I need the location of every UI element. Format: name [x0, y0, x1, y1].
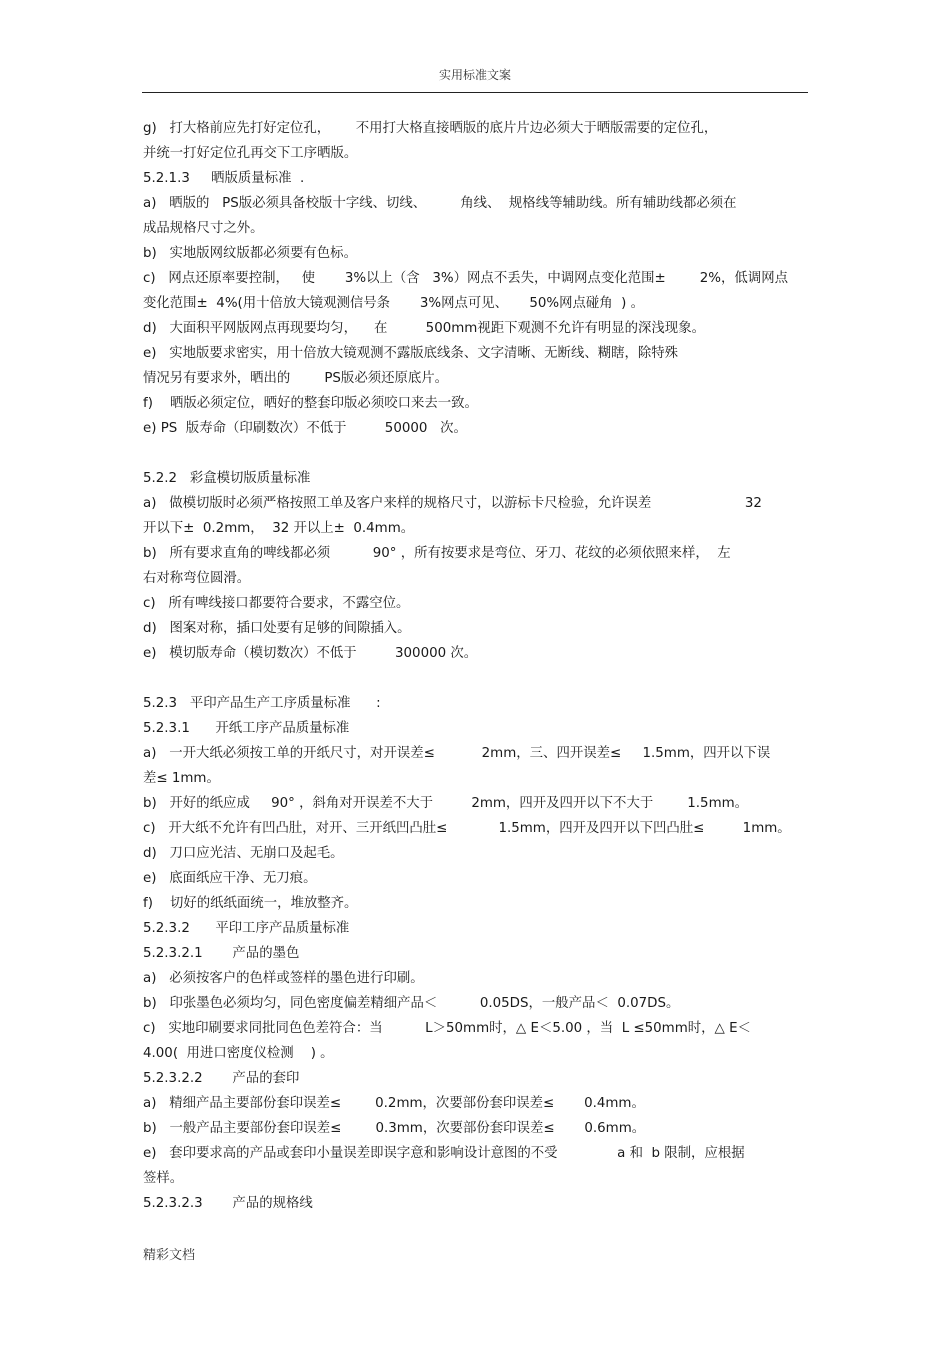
- text-line: c) 所有啤线接口都要符合要求，不露空位。: [143, 596, 410, 611]
- text-line: 5.2.3.2 平印工序产品质量标准: [143, 921, 350, 936]
- text-line: b) 实地版网纹版都必须要有色标。: [143, 246, 357, 261]
- text-line: a) 做模切版时必须严格按照工单及客户来样的规格尺寸，以游标卡尺检验，允许误差 32: [143, 496, 762, 511]
- text-line: d) 图案对称，插口处要有足够的间隙插入。: [143, 621, 411, 636]
- text-line: e) 底面纸应干净、无刀痕。: [143, 871, 317, 886]
- text-line: 变化范围± 4%(用十倍放大镜观测信号条 3%网点可见、 50%网点碰角 ) 。: [143, 296, 645, 311]
- text-line: b) 一般产品主要部份套印误差≤ 0.3mm，次要部份套印误差≤ 0.6mm。: [143, 1121, 646, 1136]
- document-body: [143, 116, 809, 1216]
- text-line: 并统一打好定位孔再交下工序晒版。: [143, 146, 358, 161]
- text-line: g) 打大格前应先打好定位孔， 不用打大格直接晒版的底片片边必须大于晒版需要的定位孔，: [143, 121, 718, 136]
- text-line: 4.00( 用进口密度仪检测 ) 。: [143, 1046, 334, 1061]
- page-header: [142, 62, 808, 93]
- text-line: c) 网点还原率要控制， 使 3%以上（含 3%）网点不丢失，中调网点变化范围± 2%，低调网点: [143, 271, 788, 286]
- text-line: 5.2.3.1 开纸工序产品质量标准: [143, 721, 350, 736]
- page-footer: 精彩文档: [143, 1248, 196, 1263]
- text-line: 5.2.1.3 晒版质量标准 .: [143, 171, 305, 186]
- text-line: 5.2.3.2.2 产品的套印: [143, 1071, 300, 1086]
- text-line: 右对称弯位圆滑。: [143, 571, 251, 586]
- text-line: a) 一开大纸必须按工单的开纸尺寸，对开误差≤ 2mm，三、四开误差≤ 1.5mm，四开以下误: [143, 746, 771, 761]
- text-line: a) 精细产品主要部份套印误差≤ 0.2mm，次要部份套印误差≤ 0.4mm。: [143, 1096, 645, 1111]
- text-line: c) 实地印刷要求同批同色色差符合：当 L＞50mm时，△ E＜5.00 ，当 L ≤50mm时，△ E＜: [143, 1021, 751, 1036]
- text-line: b) 印张墨色必须均匀，同色密度偏差精细产品＜ 0.05DS，一般产品＜ 0.07DS。: [143, 996, 680, 1011]
- text-line: a) 晒版的 PS版必须具备校版十字线、切线、 角线、 规格线等辅助线。所有辅助线都必须在: [143, 196, 737, 211]
- text-line: d) 刀口应光洁、无崩口及起毛。: [143, 846, 344, 861]
- text-line: 开以下± 0.2mm， 32 开以上± 0.4mm。: [143, 521, 415, 536]
- text-line: 5.2.3.2.1 产品的墨色: [143, 946, 300, 961]
- text-line: 5.2.3.2.3 产品的规格线: [143, 1196, 313, 1211]
- page-header-title: 实用标准文案: [438, 68, 511, 82]
- text-line: c) 开大纸不允许有凹凸肚，对开、三开纸凹凸肚≤ 1.5mm，四开及四开以下凹凸肚≤ 1mm。: [143, 821, 791, 836]
- text-line: a) 必须按客户的色样或签样的墨色进行印刷。: [143, 971, 424, 986]
- blank-line: [143, 666, 809, 691]
- blank-line: [143, 441, 809, 466]
- text-line: 差≤ 1mm。: [143, 771, 220, 786]
- text-line: 情况另有要求外，晒出的 PS版必须还原底片。: [143, 371, 449, 386]
- text-line: b) 所有要求直角的啤线都必须 90° ，所有按要求是弯位、牙刀、花纹的必须依照来样， 左: [143, 546, 731, 561]
- text-line: f) 晒版必须定位，晒好的整套印版必须咬口来去一致。: [143, 396, 478, 411]
- text-line: d) 大面积平网版网点再现要均匀， 在 500mm视距下观测不允许有明显的深浅现象。: [143, 321, 705, 336]
- text-line: 成品规格尺寸之外。: [143, 221, 264, 236]
- text-line: 5.2.2 彩盒模切版质量标准: [143, 471, 311, 486]
- text-line: 签样。: [143, 1171, 184, 1186]
- text-line: b) 开好的纸应成 90° ，斜角对开误差不大于 2mm，四开及四开以下不大于 1.5mm。: [143, 796, 749, 811]
- text-line: e) 模切版寿命（模切数次）不低于 300000 次。: [143, 646, 478, 661]
- text-line: e) 实地版要求密实，用十倍放大镜观测不露版底线条、文字清晰、无断线、糊瞎，除特殊: [143, 346, 679, 361]
- text-line: e) 套印要求高的产品或套印小量误差即误字意和影响设计意图的不受 a 和 b 限制，应根据: [143, 1146, 745, 1161]
- text-line: e) PS 版寿命（印刷数次）不低于 50000 次。: [143, 421, 467, 436]
- text-line: 5.2.3 平印产品生产工序质量标准 :: [143, 696, 381, 711]
- text-line: f) 切好的纸纸面统一，堆放整齐。: [143, 896, 358, 911]
